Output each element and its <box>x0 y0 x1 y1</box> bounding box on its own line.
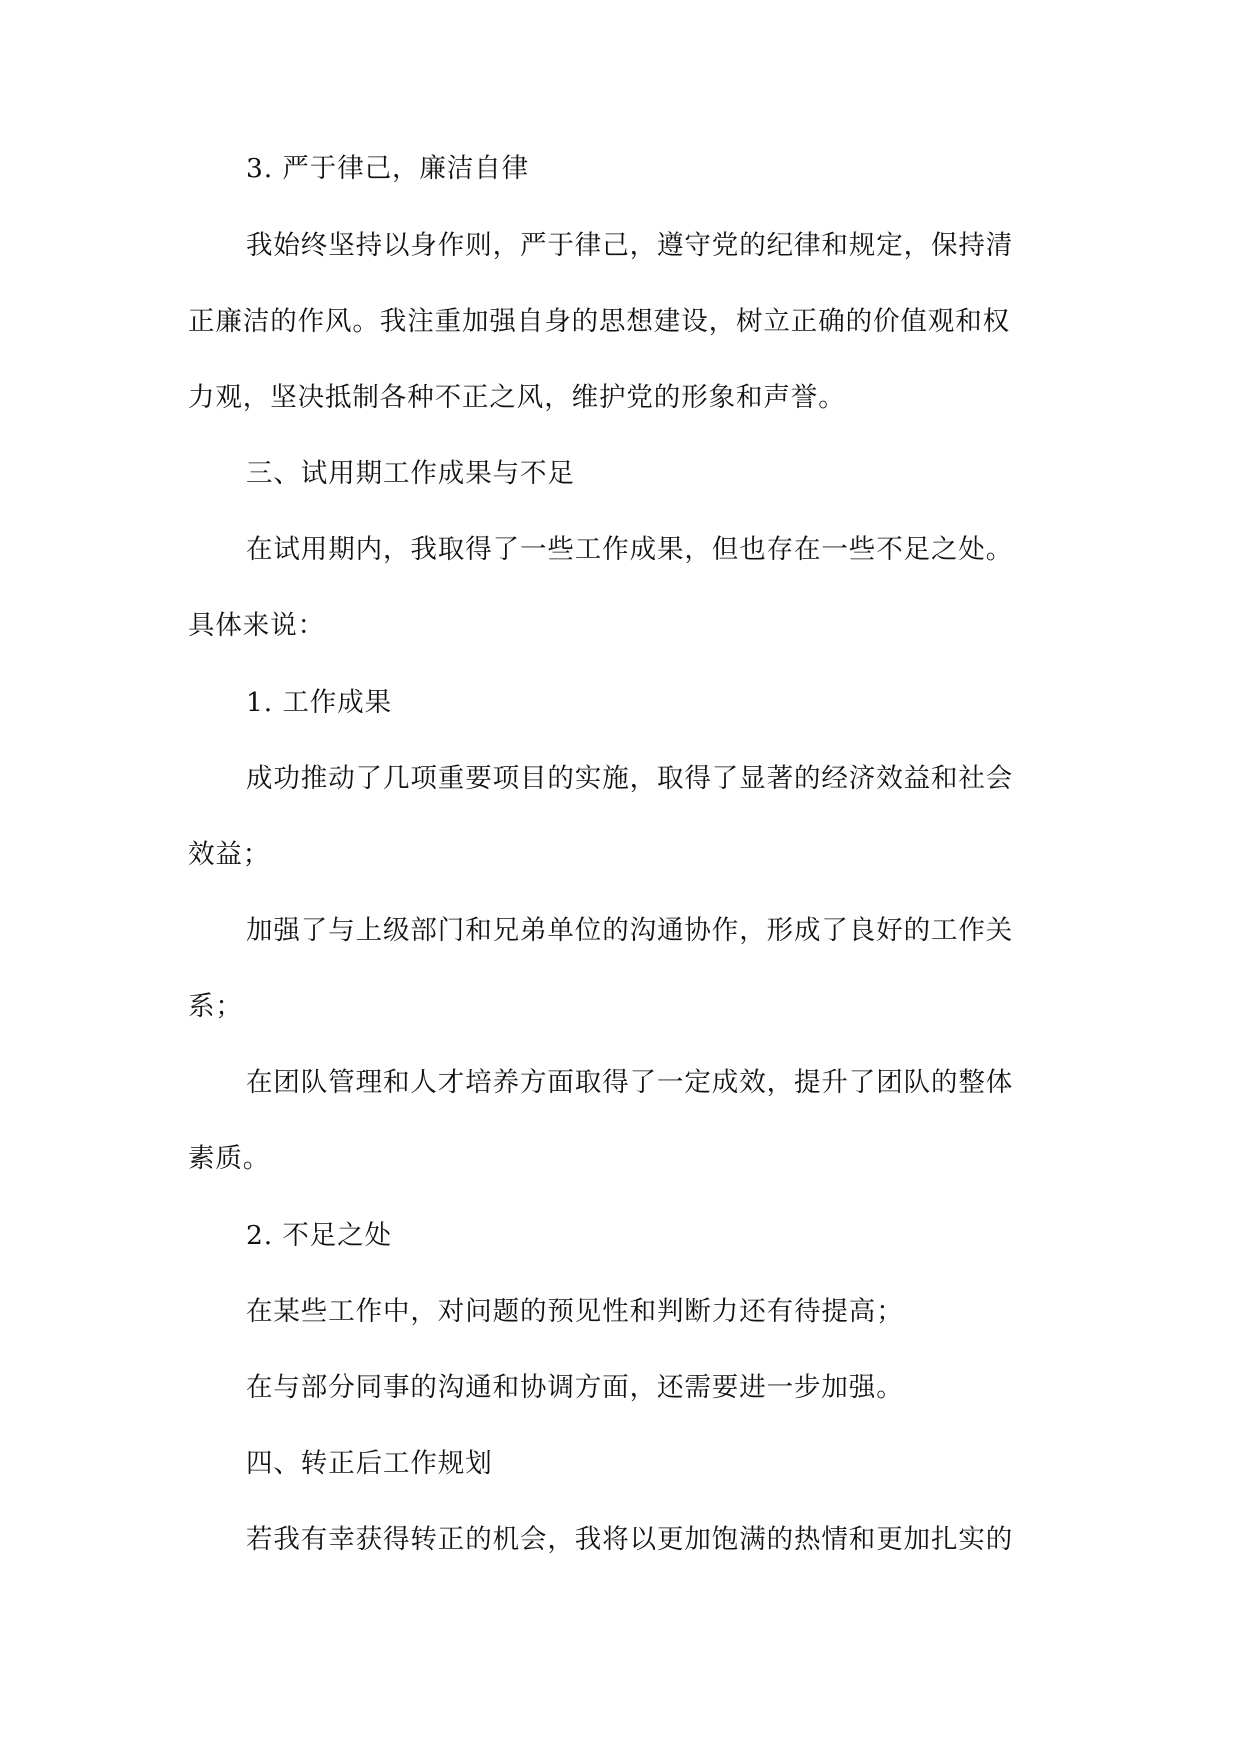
paragraph-line: 正廉洁的作风。我注重加强自身的思想建设，树立正确的价值观和权 <box>188 306 1010 337</box>
paragraph-line: 我始终坚持以身作则，严于律己，遵守党的纪律和规定，保持清 <box>246 230 1014 261</box>
list-item-line: 在某些工作中，对问题的预见性和判断力还有待提高； <box>246 1296 904 1327</box>
subheading-self-discipline: 3. 严于律己，廉洁自律 <box>246 153 530 184</box>
subheading-achievements: 1. 工作成果 <box>246 687 393 718</box>
list-item-line: 成功推动了几项重要项目的实施，取得了显著的经济效益和社会 <box>246 763 1014 794</box>
paragraph-line: 具体来说： <box>188 610 325 641</box>
paragraph-line: 力观，坚决抵制各种不正之风，维护党的形象和声誉。 <box>188 382 846 413</box>
list-item-line: 素质。 <box>188 1143 271 1174</box>
list-item-line: 效益； <box>188 839 271 870</box>
section-heading-results: 三、试用期工作成果与不足 <box>246 458 575 489</box>
paragraph-line: 在试用期内，我取得了一些工作成果，但也存在一些不足之处。 <box>246 534 1014 565</box>
list-item-line: 加强了与上级部门和兄弟单位的沟通协作，形成了良好的工作关 <box>246 915 1014 946</box>
section-heading-plan: 四、转正后工作规划 <box>246 1448 493 1479</box>
subheading-shortcomings: 2. 不足之处 <box>246 1220 393 1251</box>
list-item-line: 在团队管理和人才培养方面取得了一定成效，提升了团队的整体 <box>246 1067 1014 1098</box>
paragraph-line: 若我有幸获得转正的机会，我将以更加饱满的热情和更加扎实的 <box>246 1524 1014 1555</box>
list-item-line: 在与部分同事的沟通和协调方面，还需要进一步加强。 <box>246 1372 904 1403</box>
list-item-line: 系； <box>188 991 243 1022</box>
